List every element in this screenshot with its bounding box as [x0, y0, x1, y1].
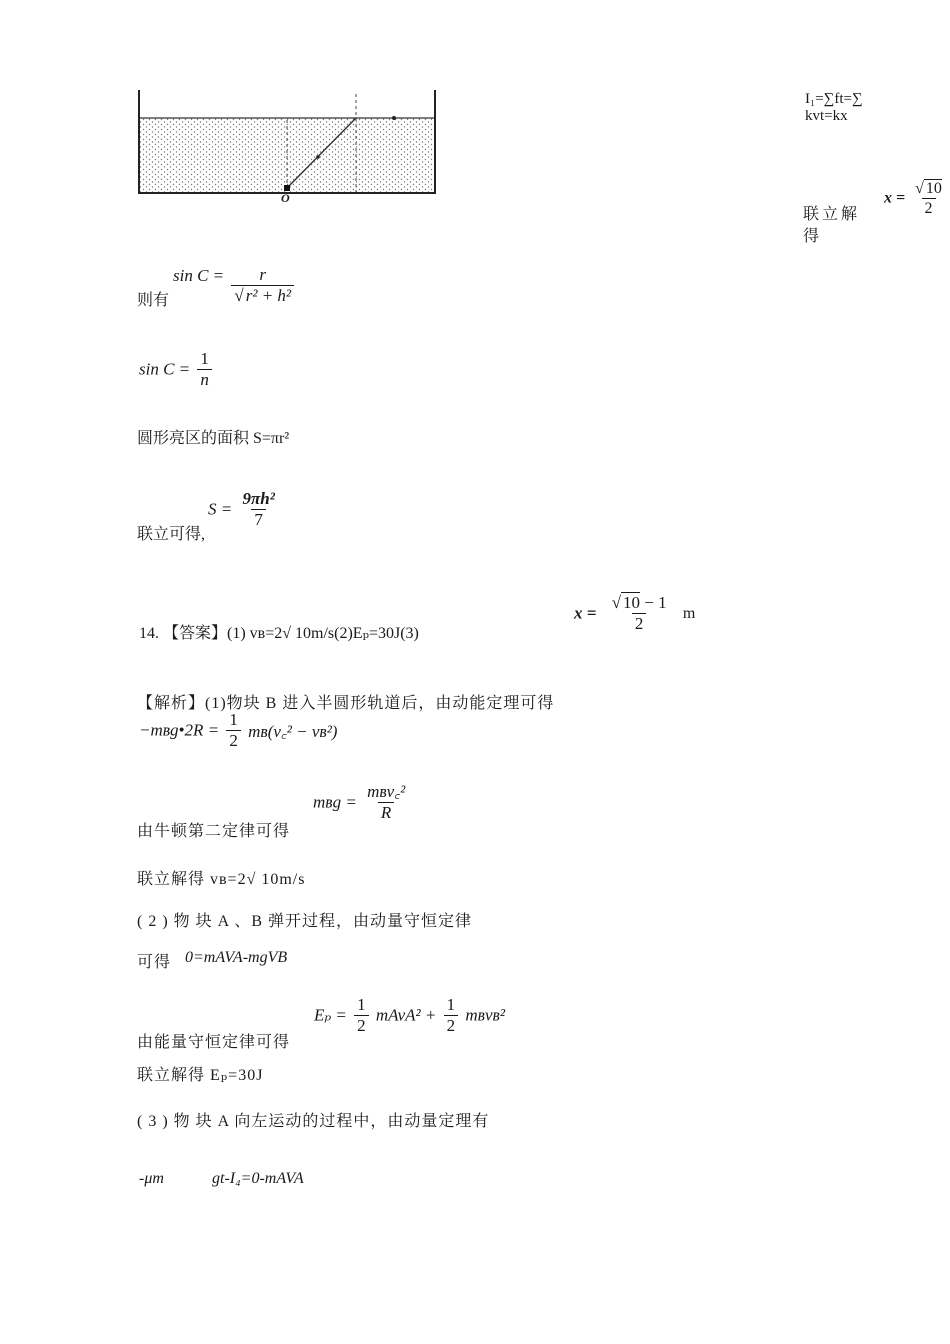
- analysis-text: 【解析】(1)物块 B 进入半圆形轨道后，由动能定理可得: [137, 695, 555, 712]
- momentum-label: 可得: [137, 954, 172, 971]
- eq1-rhs: mʙ(v꜀² − vʙ²): [248, 722, 338, 742]
- part3-text: ( 3 ) 物 块 A 向左运动的过程中，由动量定理有: [137, 1113, 490, 1130]
- minus-one: − 1: [644, 593, 667, 612]
- impulse-sum-text: I₁=∑ft=∑kvt=kx: [805, 91, 863, 124]
- x-lhs: x =: [574, 603, 597, 623]
- sinC2-lhs: sin C =: [139, 359, 191, 379]
- ep-half-num-a: 1: [357, 995, 366, 1014]
- half-num: 1: [229, 710, 238, 729]
- n-denominator: n: [197, 369, 212, 390]
- energy-theorem-equation: [139, 711, 337, 750]
- momentum-equation: 0=mAVA-mgVB: [185, 949, 288, 966]
- side-x-equation: x = $\frac{√ 10}{2}$: [884, 180, 942, 217]
- sinC-r-equation: sin C = $\frac{r}{\text{√ r² + h²}}$: [173, 266, 297, 305]
- eq1-lhs: −mʙg•2R =: [139, 720, 220, 740]
- ray-midpoint-dot: [316, 155, 320, 159]
- eq2-lhs: mʙg =: [313, 792, 357, 812]
- half-den: 2: [226, 730, 241, 751]
- ep-half-den-b: 2: [444, 1015, 459, 1036]
- newton-text: 由牛顿第二定律可得: [137, 823, 291, 840]
- sinC-n-equation: [139, 350, 215, 389]
- side-sqrt-ten: 10: [925, 180, 942, 197]
- x-result-equation: x = $\frac{√ 10 - 1}{2}$ m: [574, 593, 696, 633]
- ep-half-num-b: 1: [446, 995, 456, 1014]
- ep-half-den-a: 2: [354, 1015, 369, 1036]
- surface-dot: [392, 116, 396, 120]
- side-x-lhs: x =: [884, 189, 906, 207]
- sqrt-ten: 10: [623, 593, 641, 612]
- ep-lhs: Eₚ =: [314, 1005, 347, 1025]
- sinC1-lhs: sin C =: [173, 265, 225, 285]
- then-has-label: 则有: [137, 292, 170, 309]
- last-equation-part-a: -μm: [139, 1170, 164, 1187]
- vb-result-text: 联立解得 vʙ=2√ 10m/s: [137, 871, 306, 888]
- ep-term-b: mʙvʙ²: [465, 1005, 505, 1025]
- ep-term-a: mAvA² +: [375, 1005, 437, 1025]
- eq2-num: mʙv꜀²: [367, 782, 406, 801]
- S-lhs: S =: [208, 499, 233, 519]
- eq2-den: R: [378, 802, 394, 823]
- r-numerator: r: [259, 265, 267, 284]
- unit-m: m: [682, 604, 696, 622]
- one-numerator: 1: [200, 349, 209, 368]
- seven-denominator: 7: [251, 509, 266, 530]
- q14-answer-heading: 14. 【答案】(1) vʙ=2√ 10m/s(2)Eₚ=30J(3): [139, 625, 419, 642]
- area-text: 圆形亮区的面积 S=πr²: [137, 430, 290, 447]
- combine-label: 联立可得,: [137, 526, 206, 543]
- ep-result-text: 联立解得 Eₚ=30J: [137, 1067, 264, 1084]
- energy-text: 由能量守恒定律可得: [137, 1034, 291, 1051]
- energy-conservation-equation: [314, 996, 505, 1035]
- part2-text: ( 2 ) 物 块 A 、B 弹开过程，由动量守恒定律: [137, 913, 473, 930]
- newton-equation: [313, 783, 411, 822]
- side-solve-label: 联立解得: [803, 206, 861, 245]
- area-result-equation: [208, 490, 281, 529]
- side-den-two: 2: [922, 198, 936, 218]
- x-den-two: 2: [632, 613, 647, 634]
- r2h2-denominator: r² + h²: [245, 285, 292, 305]
- origin-label: O: [281, 191, 290, 205]
- last-equation-part-b: gt-I₄=0-mAVA: [212, 1170, 304, 1187]
- nine-pi-h2: 9πh²: [242, 489, 275, 508]
